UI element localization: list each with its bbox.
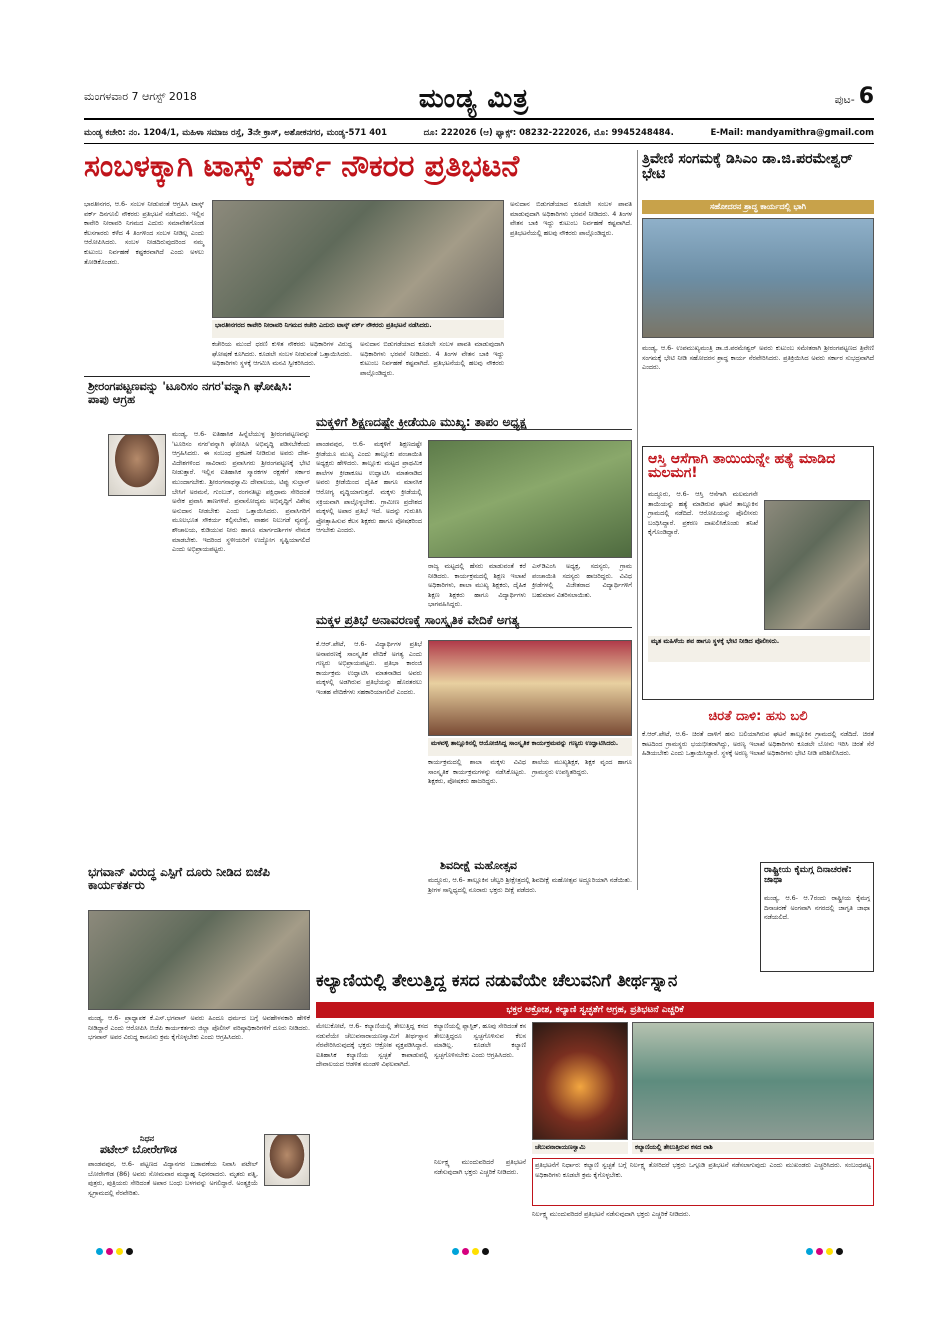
reg-dot-magenta [462,1248,469,1255]
obituary-photo [264,1134,310,1186]
kalyani-temple-photo [532,1022,628,1140]
sports-col-1: ಪಾಂಡವಪುರ, ಆ.6- ಮಕ್ಕಳಿಗೆ ಶಿಕ್ಷಣದಷ್ಟೇ ಕ್ರೀಡೆಯೂ ಮುಖ್ಯ ಎಂದು ತಾಲ್ಲೂಕು ಪಂಚಾಯಿತಿ ಅಧ್ಯಕ್ಷರು ಹೇಳಿದರು. ತಾಲ್ಲೂಕು ಮಟ್ಟದ ಪ್ರಾಥಮಿಕ ಶಾಲೆಗಳ ಕ್ರೀಡಾಕೂಟ ಉದ್ಘಾಟಿಸಿ ಮಾತನಾಡಿದ ಅವರು ಕ್ರೀಡೆಯಿಂದ ದೈಹಿಕ ಹಾಗೂ ಮಾನಸಿಕ ಆರೋಗ್ಯ ವೃದ್ಧಿಯಾಗುತ್ತದೆ. ಮಕ್ಕಳು ಕ್ರೀಡೆಯಲ್ಲಿ ಸಕ್ರಿಯವಾಗಿ ಪಾಲ್ಗೊಳ್ಳಬೇಕು. ಗ್ರಾಮೀಣ ಪ್ರದೇಶದ ಮಕ್ಕಳಲ್ಲಿ ಅಪಾರ ಪ್ರತಿಭೆ ಇದೆ. ಅದನ್ನು ಗುರುತಿಸಿ ಪ್ರೋತ್ಸಾಹಿಸುವ ಕೆಲಸ ಶಿಕ್ಷಕರು ಹಾಗೂ ಪೋಷಕರಿಂದ ಆಗಬೇಕು ಎಂದರು. [316,440,422,535]
triveni-text: ಮಂಡ್ಯ, ಆ.6- ಉಪಮುಖ್ಯಮಂತ್ರಿ ಡಾ.ಜಿ.ಪರಮೇಶ್ವರ್ ಅವರು ಕುಟುಂಬ ಸಮೇತರಾಗಿ ಶ್ರೀರಂಗಪಟ್ಟಣದ ತ್ರಿವೇಣಿ ಸಂಗಮಕ್ಕೆ ಭೇಟಿ ನೀಡಿ ಸಹೋದರನ ಶ್ರಾದ್ಧ ಕಾರ್ಯ ನೆರವೇರಿಸಿದರು. ಪ್ರತಿಕ್ರಿಯಿಸಿದ ಅವರು ಸರ್ಕಾರ ಸುಭದ್ರವಾಗಿದೆ ಎಂದರು. [642,344,874,372]
lead-headline: ಸಂಬಳಕ್ಕಾಗಿ ಟಾಸ್ಕ್ ವರ್ಕ್ ನೌಕರರ ಪ್ರತಿಭಟನೆ [84,149,520,184]
lead-col-3: ಅನುದಾನ ಬಿಡುಗಡೆಯಾದ ಕೂಡಲೇ ಸಂಬಳ ಪಾವತಿ ಮಾಡುವುದಾಗಿ ಅಧಿಕಾರಿಗಳು ಭರವಸೆ ನೀಡಿದರು. 4 ತಿಂಗಳ ವೇತನ ಬಾಕಿ ಇದ್ದು ಕುಟುಂಬ ನಿರ್ವಹಣೆ ಕಷ್ಟವಾಗಿದೆ. ಪ್ರತಿಭಟನೆಯಲ್ಲಿ ಹಲವು ನೌಕರರು ಪಾಲ್ಗೊಂಡಿದ್ದರು. [360,340,504,377]
culture-col-2: ಕಾರ್ಯಕ್ರಮದಲ್ಲಿ ಶಾಲಾ ಮಕ್ಕಳು ವಿವಿಧ ಸಾಂಸ್ಕೃತಿಕ ಕಾರ್ಯಕ್ರಮಗಳನ್ನು ನಡೆಸಿಕೊಟ್ಟರು. ಶಿಕ್ಷಕರು, ಪೋಷಕರು ಹಾಜರಿದ್ದರು. [428,758,526,786]
reg-dot-yellow [116,1248,123,1255]
kalyani-headline: ಕಲ್ಯಾಣಿಯಲ್ಲಿ ತೇಲುತ್ತಿದ್ದ ಕಸದ ನಡುವೆಯೇ ಚೆಲುವನಿಗೆ ತೀರ್ಥಸ್ನಾನ [316,971,678,991]
triveni-photo [642,218,874,338]
office-email: E-Mail: mandyamithra@gmail.com [710,128,874,138]
sports-photo [428,440,632,558]
tourism-text: ಮಂಡ್ಯ, ಆ.6- ಐತಿಹಾಸಿಕ ಹಿನ್ನೆಲೆಯುಳ್ಳ ಶ್ರೀರಂಗಪಟ್ಟಣವನ್ನು 'ಟೂರಿಸಂ ನಗರ'ವನ್ನಾಗಿ ಘೋಷಿಸಿ ಅಭಿವೃದ್ಧಿ ಪಡಿಸಬೇಕೆಂದು ಆಗ್ರಹಿಸಿದರು. ಈ ಸಂಬಂಧ ಪ್ರಕಟಣೆ ನೀಡಿರುವ ಅವರು ದೇಶ-ವಿದೇಶಗಳಿಂದ ಸಾವಿರಾರು ಪ್ರವಾಸಿಗರು ಶ್ರೀರಂಗಪಟ್ಟಣಕ್ಕೆ ಭೇಟಿ ನೀಡುತ್ತಾರೆ. ಇಲ್ಲಿನ ಐತಿಹಾಸಿಕ ಸ್ಮಾರಕಗಳ ರಕ್ಷಣೆಗೆ ಸರ್ಕಾರ ಮುಂದಾಗಬೇಕು. ಶ್ರೀರಂಗನಾಥಸ್ವಾಮಿ ದೇವಾಲಯ, ಟಿಪ್ಪು ಸುಲ್ತಾನ್ ಬೇಸಿಗೆ ಅರಮನೆ, ಗುಂಬಜ್, ರಂಗನತಿಟ್ಟು ಪಕ್ಷಿಧಾಮ ಸೇರಿದಂತೆ ಅನೇಕ ಪ್ರವಾಸಿ ತಾಣಗಳಿವೆ. ಪ್ರವಾಸೋದ್ಯಮ ಅಭಿವೃದ್ಧಿಗೆ ವಿಶೇಷ ಅನುದಾನ ನೀಡಬೇಕು ಎಂದು ಒತ್ತಾಯಿಸಿದರು. ಪ್ರವಾಸಿಗರಿಗೆ ಮೂಲಭೂತ ಸೌಕರ್ಯ ಕಲ್ಪಿಸಬೇಕು, ವಾಹನ ನಿಲುಗಡೆ ವ್ಯವಸ್ಥೆ, ಶೌಚಾಲಯ, ಕುಡಿಯುವ ನೀರು ಹಾಗೂ ಮಾರ್ಗದರ್ಶಿಗಳ ನೇಮಕ ಮಾಡಬೇಕು. ಇದರಿಂದ ಸ್ಥಳೀಯರಿಗೆ ಉದ್ಯೋಗ ಸೃಷ್ಟಿಯಾಗಲಿದೆ ಎಂದು ಅಭಿಪ್ರಾಯಪಟ್ಟರು. [172,430,310,554]
reg-dot-cyan [96,1248,103,1255]
son-kills-headline: ಆಸ್ತಿ ಆಸೆಗಾಗಿ ತಾಯಿಯನ್ನೇ ಹತ್ಯೆ ಮಾಡಿದ ಮಲಮಗ! [648,451,836,481]
leopard-headline: ಚಿರತೆ ದಾಳಿ: ಹಸು ಬಲಿ [708,709,808,724]
registration-marks-center [452,1248,489,1255]
lead-col-1: ಭಾರತೀನಗರ, ಆ.6- ಸಂಬಳ ನೀಡುವಂತೆ ಆಗ್ರಹಿಸಿ ಟಾಸ್ಕ್ ವರ್ಕ್ ದಿನಗೂಲಿ ನೌಕರರು ಪ್ರತಿಭಟನೆ ನಡೆಸಿದರು. ಇಲ್ಲಿನ ಕಾವೇರಿ ನೀರಾವರಿ ನಿಗಮದ ಎದುರು ಸಮಾವೇಶಗೊಂಡ ಕೆಲಸಗಾರರು ಕಳೆದ 4 ತಿಂಗಳಿಂದ ಸಂಬಳ ನೀಡಿಲ್ಲ ಎಂದು ಆರೋಪಿಸಿದರು. ಸಂಬಳ ನೀಡದಿರುವುದರಿಂದ ನಮ್ಮ ಕುಟುಂಬ ನಿರ್ವಹಣೆ ಕಷ್ಟಕರವಾಗಿದೆ ಎಂದು ಅಳಲು ತೋಡಿಕೊಂಡರು. [84,200,204,266]
column-rule [637,150,638,890]
reg-dot-cyan [452,1248,459,1255]
reg-dot-yellow [826,1248,833,1255]
reg-dot-black [836,1248,843,1255]
khadi-text: ಮಂಡ್ಯ, ಆ.6- ಆ.7ರಂದು ರಾಷ್ಟ್ರೀಯ ಕೈಮಗ್ಗ ದಿನಾಚರಣೆ ಅಂಗವಾಗಿ ನಗರದಲ್ಲಿ ಜಾಗೃತಿ ಜಾಥಾ ನಡೆಯಲಿದೆ. [764,894,870,922]
page-number [835,84,874,109]
obituary-text: ಪಾಂಡವಪುರ, ಆ.6- ಪಟ್ಟಣದ ವಿದ್ಯಾನಗರ ಬಡಾವಣೆಯ ನಿವಾಸಿ ಪಟೇಲ್ ಬೋರೇಗೌಡ (86) ಅವರು ಸೋಮವಾರ ಮಧ್ಯಾಹ್ನ ನಿಧನರಾದರು. ಮೃತರು ಪತ್ನಿ, ಪುತ್ರರು, ಪುತ್ರಿಯರು ಸೇರಿದಂತೆ ಅಪಾರ ಬಂಧು ಬಳಗವನ್ನು ಅಗಲಿದ್ದಾರೆ. ಅಂತ್ಯಕ್ರಿಯೆ ಸ್ವಗ್ರಾಮದಲ್ಲಿ ನೆರವೇರಿತು. [88,1160,258,1197]
office-phones: ದೂ: 222026 (ಆ) ಫ್ಯಾಕ್ಸ್: 08232-222026, ಮೊ: 9945248484. [423,128,674,138]
sports-headline: ಮಕ್ಕಳಿಗೆ ಶಿಕ್ಷಣದಷ್ಟೇ ಕ್ರೀಡೆಯೂ ಮುಖ್ಯ: ತಾಪಂ ಅಧ್ಯಕ್ಷ [316,416,632,430]
lead-photo [212,200,504,318]
masthead [84,84,874,120]
kalyani-col-3: ನಿರ್ಲಕ್ಷ್ಯ ಮುಂದುವರಿದರೆ ಪ್ರತಿಭಟನೆ ನಡೆಸುವುದಾಗಿ ಭಕ್ತರು ಎಚ್ಚರಿಕೆ ನೀಡಿದರು. [434,1158,526,1176]
divider [84,376,310,377]
obituary-name: ಪಟೇಲ್ ಬೋರೇಗೌಡ [100,1143,178,1156]
kalyani-col-2: ಕಲ್ಯಾಣಿಯಲ್ಲಿ ಪ್ಲಾಸ್ಟಿಕ್, ಹೂವು ಸೇರಿದಂತೆ ಕಸ ತೇಲುತ್ತಿದ್ದರೂ ಸ್ವಚ್ಛಗೊಳಿಸುವ ಕೆಲಸ ಮಾಡಿಲ್ಲ. ಕೂಡಲೇ ಕಲ್ಯಾಣಿ ಸ್ವಚ್ಛಗೊಳಿಸಬೇಕು ಎಂದು ಆಗ್ರಹಿಸಿದರು. [434,1022,526,1059]
lead-col-2: ಕಚೇರಿಯ ಮುಂದೆ ಧರಣಿ ಕುಳಿತ ನೌಕರರು ಅಧಿಕಾರಿಗಳ ವಿರುದ್ಧ ಘೋಷಣೆ ಕೂಗಿದರು. ಕೂಡಲೇ ಸಂಬಳ ನೀಡುವಂತೆ ಒತ್ತಾಯಿಸಿದರು. ಅಧಿಕಾರಿಗಳು ಸ್ಥಳಕ್ಕೆ ಆಗಮಿಸಿ ಮನವಿ ಸ್ವೀಕರಿಸಿದರು. [212,340,352,368]
culture-caption: ಮಳವಳ್ಳಿ ತಾಲ್ಲೂಕಿನಲ್ಲಿ ಆಯೋಜಿಸಿದ್ದ ಸಾಂಸ್ಕೃತಿಕ ಕಾರ್ಯಕ್ರಮವನ್ನು ಗಣ್ಯರು ಉದ್ಘಾಟಿಸಿದರು. [428,738,632,756]
reg-dot-magenta [816,1248,823,1255]
reg-dot-cyan [806,1248,813,1255]
tourism-headline: ಶ್ರೀರಂಗಪಟ್ಟಣವನ್ನು 'ಟೂರಿಸಂ ನಗರ'ವನ್ನಾಗಿ ಘೋಷಿಸಿ: ಪಾಪು ಆಗ್ರಹ [88,379,293,406]
son-kills-photo [764,500,870,630]
culture-headline: ಮಕ್ಕಳ ಪ್ರತಿಭೆ ಅನಾವರಣಕ್ಕೆ ಸಾಂಸ್ಕೃತಿಕ ವೇದಿಕೆ ಅಗತ್ಯ [316,614,632,628]
son-kills-caption: ಮೃತ ಮಹಿಳೆಯ ಶವ ಹಾಗೂ ಸ್ಥಳಕ್ಕೆ ಭೇಟಿ ನೀಡಿದ ಪೊಲೀಸರು. [648,636,870,662]
reg-dot-yellow [472,1248,479,1255]
sports-col-3: ಎಸ್‌ಡಿಎಂಸಿ ಅಧ್ಯಕ್ಷ, ಸದಸ್ಯರು, ಗ್ರಾಮ ಪಂಚಾಯಿತಿ ಸದಸ್ಯರು ಹಾಜರಿದ್ದರು. ವಿವಿಧ ಕ್ರೀಡೆಗಳಲ್ಲಿ ವಿಜೇತರಾದ ವಿದ್ಯಾರ್ಥಿಗಳಿಗೆ ಬಹುಮಾನ ವಿತರಿಸಲಾಯಿತು. [532,562,632,599]
page-label: ಪುಟ- [834,93,855,106]
paper-logo: ಮಂಡ್ಯ ಮಿತ್ರ [418,84,530,114]
kalyani-col-4: ನಿರ್ಲಕ್ಷ್ಯ ಮುಂದುವರಿದರೆ ಪ್ರತಿಭಟನೆ ನಡೆಸುವುದಾಗಿ ಭಕ್ತರು ಎಚ್ಚರಿಕೆ ನೀಡಿದರು. [532,1210,691,1218]
page-number-value: 6 [858,84,874,109]
kalyani-caption-right: ಕಲ್ಯಾಣಿಯಲ್ಲಿ ತೇಲುತ್ತಿರುವ ಕಸದ ರಾಶಿ [632,1142,874,1154]
shivadeeksha-text: ಮದ್ದೂರು, ಆ.6- ತಾಲ್ಲೂಕಿನ ಚೆಲ್ವರಿ ಶ್ರೀಕ್ಷೇತ್ರದಲ್ಲಿ ಶಿವದೀಕ್ಷೆ ಮಹೋತ್ಸವ ಅದ್ದೂರಿಯಾಗಿ ನಡೆಯಿತು. ಶ್ರೀಗಳ ಸಾನ್ನಿಧ್ಯದಲ್ಲಿ ನೂರಾರು ಭಕ್ತರು ದೀಕ್ಷೆ ಪಡೆದರು. [428,876,632,894]
contact-line [84,124,874,144]
reg-dot-magenta [106,1248,113,1255]
culture-photo [428,640,632,736]
bhagwan-text: ಮಂಡ್ಯ, ಆ.6- ಪ್ರಾಧ್ಯಾಪಕ ಕೆ.ಎಸ್.ಭಗವಾನ್ ಅವರು ಹಿಂದೂ ಧರ್ಮದ ಬಗ್ಗೆ ಅವಹೇಳನಕಾರಿ ಹೇಳಿಕೆ ನೀಡಿದ್ದಾರೆ ಎಂದು ಆರೋಪಿಸಿ ಬಿಜೆಪಿ ಕಾರ್ಯಕರ್ತರು ಜಿಲ್ಲಾ ಪೊಲೀಸ್ ವರಿಷ್ಠಾಧಿಕಾರಿಗಳಿಗೆ ದೂರು ನೀಡಿದರು. ಭಗವಾನ್ ಅವರ ವಿರುದ್ಧ ಕಾನೂನು ಕ್ರಮ ಕೈಗೊಳ್ಳಬೇಕು ಎಂದು ಆಗ್ರಹಿಸಿದರು. [88,1014,310,1042]
culture-col-1: ಕೆ.ಆರ್.ಪೇಟೆ, ಆ.6- ವಿದ್ಯಾರ್ಥಿಗಳ ಪ್ರತಿಭೆ ಅನಾವರಣಕ್ಕೆ ಸಾಂಸ್ಕೃತಿಕ ವೇದಿಕೆ ಅಗತ್ಯ ಎಂದು ಗಣ್ಯರು ಅಭಿಪ್ರಾಯಪಟ್ಟರು. ಪ್ರತಿಭಾ ಕಾರಂಜಿ ಕಾರ್ಯಕ್ರಮ ಉದ್ಘಾಟಿಸಿ ಮಾತನಾಡಿದ ಅವರು ಮಕ್ಕಳಲ್ಲಿ ಅಡಗಿರುವ ಪ್ರತಿಭೆಯನ್ನು ಹೊರತರಲು ಇಂತಹ ವೇದಿಕೆಗಳು ಸಹಕಾರಿಯಾಗಲಿವೆ ಎಂದರು. [316,640,422,696]
lead-photo-caption: ಭಾರತೀನಗರದ ಕಾವೇರಿ ನೀರಾವರಿ ನಿಗಮದ ಕಚೇರಿ ಎದುರು ಟಾಸ್ಕ್ ವರ್ಕ್ ನೌಕರರು ಪ್ರತಿಭಟನೆ ನಡೆಸಿದರು. [212,320,504,338]
obituary-label: ನಿಧನ [140,1134,155,1143]
kalyani-subhead: ಭಕ್ತರ ಆಕ್ರೋಶ, ಕಲ್ಯಾಣಿ ಸ್ವಚ್ಛತೆಗೆ ಆಗ್ರಹ, ಪ್ರತಿಭಟನೆ ಎಚ್ಚರಿಕೆ [316,1002,874,1018]
registration-marks-left [96,1248,133,1255]
triveni-subhead: ಸಹೋದರನ ಶ್ರಾದ್ಧ ಕಾರ್ಯದಲ್ಲಿ ಭಾಗಿ [642,200,874,214]
kalyani-caption-left: ಚೆಲುವನಾರಾಯಣಸ್ವಾಮಿ [532,1142,628,1154]
reg-dot-black [482,1248,489,1255]
lead-col-4: ಅನುದಾನ ಬಿಡುಗಡೆಯಾದ ಕೂಡಲೇ ಸಂಬಳ ಪಾವತಿ ಮಾಡುವುದಾಗಿ ಅಧಿಕಾರಿಗಳು ಭರವಸೆ ನೀಡಿದರು. 4 ತಿಂಗಳ ವೇತನ ಬಾಕಿ ಇದ್ದು ಕುಟುಂಬ ನಿರ್ವಹಣೆ ಕಷ್ಟವಾಗಿದೆ. ಪ್ರತಿಭಟನೆಯಲ್ಲಿ ಹಲವು ನೌಕರರು ಪಾಲ್ಗೊಂಡಿದ್ದರು. [510,200,632,237]
bhagwan-headline: ಭಗವಾನ್ ವಿರುದ್ಧ ಎಸ್ಪಿಗೆ ದೂರು ನೀಡಿದ ಬಿಜೆಪಿ ಕಾರ್ಯಕರ್ತರು [88,865,270,893]
bhagwan-photo [88,910,310,1010]
sports-col-2: ರಾಜ್ಯ ಮಟ್ಟದಲ್ಲಿ ಹೆಸರು ಮಾಡುವಂತೆ ಕರೆ ನೀಡಿದರು. ಕಾರ್ಯಕ್ರಮದಲ್ಲಿ ಶಿಕ್ಷಣ ಇಲಾಖೆ ಅಧಿಕಾರಿಗಳು, ಶಾಲಾ ಮುಖ್ಯ ಶಿಕ್ಷಕರು, ದೈಹಿಕ ಶಿಕ್ಷಣ ಶಿಕ್ಷಕರು ಹಾಗೂ ವಿದ್ಯಾರ್ಥಿಗಳು ಭಾಗವಹಿಸಿದ್ದರು. [428,562,526,609]
leopard-text: ಕೆ.ಆರ್.ಪೇಟೆ, ಆ.6- ಚಿರತೆ ದಾಳಿಗೆ ಹಸು ಬಲಿಯಾಗಿರುವ ಘಟನೆ ತಾಲ್ಲೂಕಿನ ಗ್ರಾಮದಲ್ಲಿ ನಡೆದಿದೆ. ಚಿರತೆ ಕಾಟದಿಂದ ಗ್ರಾಮಸ್ಥರು ಭಯಭೀತರಾಗಿದ್ದು, ಅರಣ್ಯ ಇಲಾಖೆ ಅಧಿಕಾರಿಗಳು ಕೂಡಲೇ ಬೋನು ಇರಿಸಿ ಚಿರತೆ ಸೆರೆ ಹಿಡಿಯಬೇಕು ಎಂದು ಒತ್ತಾಯಿಸಿದ್ದಾರೆ. ಸ್ಥಳಕ್ಕೆ ಅರಣ್ಯ ಇಲಾಖೆ ಅಧಿಕಾರಿಗಳು ಭೇಟಿ ನೀಡಿ ಪರಿಶೀಲಿಸಿದರು. [642,730,874,758]
kalyani-pond-photo [632,1022,874,1140]
office-address: ಮಂಡ್ಯ ಕಚೇರಿ: ನಂ. 1204/1, ಮಹಿಳಾ ಸಮಾಜ ರಸ್ತೆ, 3ನೇ ಕ್ರಾಸ್, ಅಶೋಕನಗರ, ಮಂಡ್ಯ-571 401 [84,128,387,138]
registration-marks-right [806,1248,843,1255]
triveni-headline: ತ್ರಿವೇಣಿ ಸಂಗಮಕ್ಕೆ ಡಿಸಿಎಂ ಡಾ.ಜಿ.ಪರಮೇಶ್ವರ್ ಭೇಟಿ [642,151,853,183]
issue-date: ಮಂಗಳವಾರ 7 ಆಗಸ್ಟ್ 2018 [84,90,197,103]
kalyani-note: ಪ್ರತಿಭಟನೆಗೆ ನಿರ್ಧಾರ: ಕಲ್ಯಾಣಿ ಸ್ವಚ್ಛತೆ ಬಗ್ಗೆ ನಿರ್ಲಕ್ಷ್ಯ ತೋರಿದರೆ ಭಕ್ತರು ಒಗ್ಗೂಡಿ ಪ್ರತಿಭಟನೆ ನಡೆಸಲಾಗುವುದು ಎಂದು ಮುಖಂಡರು ಎಚ್ಚರಿಸಿದರು. ಸಂಬಂಧಪಟ್ಟ ಅಧಿಕಾರಿಗಳು ಕೂಡಲೇ ಕ್ರಮ ಕೈಗೊಳ್ಳಬೇಕು. [532,1158,874,1206]
culture-col-3: ಶಾಲೆಯ ಮುಖ್ಯಶಿಕ್ಷಕ, ಶಿಕ್ಷಕ ವೃಂದ ಹಾಗೂ ಗ್ರಾಮಸ್ಥರು ಉಪಸ್ಥಿತರಿದ್ದರು. [532,758,632,776]
kalyani-col-1: ಮೇಲುಕೋಟೆ, ಆ.6- ಕಲ್ಯಾಣಿಯಲ್ಲಿ ತೇಲುತ್ತಿದ್ದ ಕಸದ ನಡುವೆಯೇ ಚೆಲುವನಾರಾಯಣಸ್ವಾಮಿಗೆ ತೀರ್ಥಸ್ನಾನ ನೆರವೇರಿಸಿರುವುದಕ್ಕೆ ಭಕ್ತರು ಆಕ್ರೋಶ ವ್ಯಕ್ತಪಡಿಸಿದ್ದಾರೆ. ಐತಿಹಾಸಿಕ ಕಲ್ಯಾಣಿಯ ಸ್ವಚ್ಛತೆ ಕಾಪಾಡುವಲ್ಲಿ ದೇವಾಲಯದ ಆಡಳಿತ ಮಂಡಳಿ ವಿಫಲವಾಗಿದೆ. [316,1022,428,1069]
reg-dot-black [126,1248,133,1255]
khadi-headline: ರಾಷ್ಟ್ರೀಯ ಕೈಮಗ್ಗ ದಿನಾಚರಣೆ: ಜಾಥಾ [764,865,852,885]
shivadeeksha-headline: ಶಿವದೀಕ್ಷೆ ಮಹೋತ್ಸವ [440,859,517,872]
son-kills-text: ಮದ್ದೂರು, ಆ.6- ಆಸ್ತಿ ಆಸೆಗಾಗಿ ಮಲಮಗನೇ ತಾಯಿಯನ್ನು ಹತ್ಯೆ ಮಾಡಿರುವ ಘಟನೆ ತಾಲ್ಲೂಕಿನ ಗ್ರಾಮದಲ್ಲಿ ನಡೆದಿದೆ. ಆರೋಪಿಯನ್ನು ಪೊಲೀಸರು ಬಂಧಿಸಿದ್ದಾರೆ. ಪ್ರಕರಣ ದಾಖಲಿಸಿಕೊಂಡು ತನಿಖೆ ಕೈಗೊಂಡಿದ್ದಾರೆ. [648,490,758,537]
